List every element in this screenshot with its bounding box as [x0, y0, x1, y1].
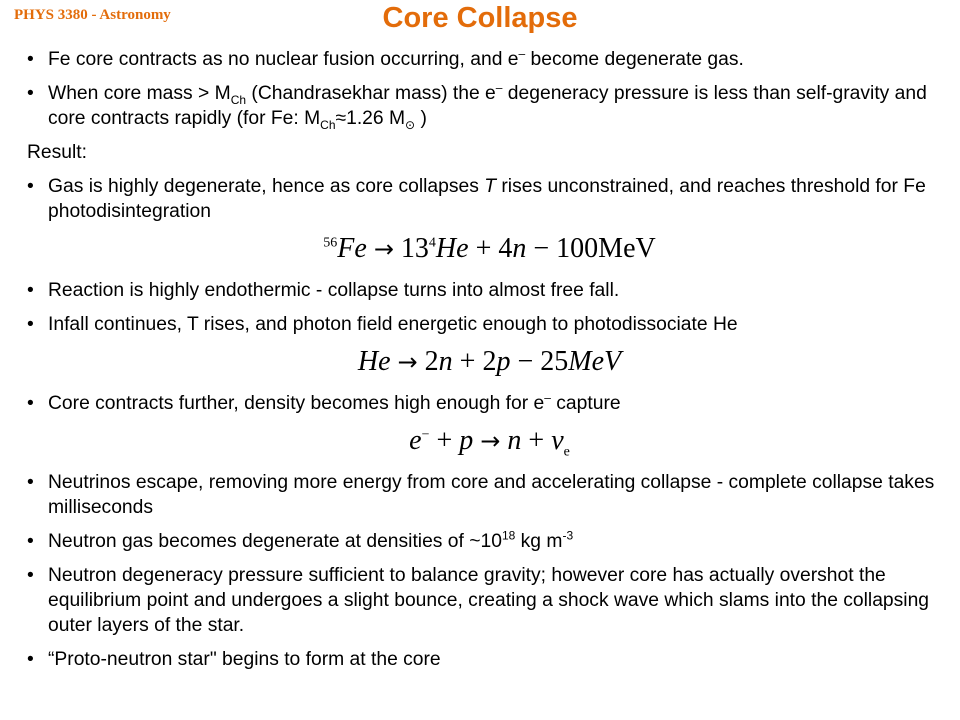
result-label: Result: — [27, 142, 88, 163]
mev-unit: MeV — [568, 346, 622, 377]
bullet-text: Reaction is highly endothermic - collapse turns into almost free fall. — [48, 280, 620, 301]
text-b: (Chandrasekhar mass) the e — [246, 83, 496, 104]
exponent-minus-3: -3 — [562, 528, 574, 543]
bullet-fe-core — [27, 47, 952, 72]
arrow-icon: → — [397, 348, 418, 376]
energy-term: − 100MeV — [526, 233, 656, 264]
sub-ch-2: Ch — [320, 117, 336, 132]
slide-body — [27, 47, 952, 681]
bullet-degenerate — [27, 174, 952, 224]
fe-mass-number: 56 — [323, 235, 338, 251]
arrow-icon: → — [480, 427, 501, 455]
he-symbol: He — [357, 346, 391, 377]
proton-symbol: p — [496, 346, 511, 377]
equation-he-photodissociation — [27, 346, 952, 378]
he-mass-number: 4 — [428, 235, 436, 251]
text-a: Neutron gas becomes degenerate at densities of ~10 — [48, 531, 502, 552]
bullet-text: Core contracts further, density becomes high enough for e — [48, 393, 545, 414]
text-e: ) — [415, 108, 427, 129]
text-d: ≈1.26 M — [335, 108, 406, 129]
text-b: rises unconstrained, and reaches threshold for Fe photodisintegration — [48, 176, 926, 222]
bullet-text: Infall continues, T rises, and photon field energetic enough to photodissociate He — [48, 314, 738, 335]
text-a: When core mass > M — [48, 83, 231, 104]
coefficient: 13 — [400, 233, 429, 264]
eq-text: + — [521, 425, 552, 456]
electron-charge: − — [421, 427, 430, 443]
bullet-infall — [27, 312, 952, 337]
bullet-text-tail: capture — [550, 393, 621, 414]
temperature-symbol: T — [484, 176, 497, 197]
bullet-proto-neutron-star — [27, 647, 952, 672]
exponent-18: 18 — [501, 528, 516, 543]
eq-text: + 2 — [452, 346, 497, 377]
bullet-electron-capture — [27, 391, 952, 416]
bullet-neutron-gas — [27, 529, 952, 554]
bullet-text-tail: become degenerate gas. — [525, 49, 744, 70]
text-c: degeneracy pressure is less than self-gravity and core contracts rapidly (for Fe: M — [48, 83, 927, 129]
text-b: kg m — [515, 531, 563, 552]
electron-sup: – — [518, 46, 526, 61]
sun-symbol: ⊙ — [405, 117, 416, 132]
arrow-icon: → — [373, 235, 394, 263]
sub-ch: Ch — [230, 92, 247, 107]
page-title: Core Collapse — [382, 2, 578, 34]
eq-text: 2 — [424, 346, 439, 377]
bullet-neutrinos — [27, 470, 952, 520]
eq-text: + 4 — [468, 233, 513, 264]
electron-sup: – — [544, 390, 551, 405]
proton-symbol: p — [459, 425, 474, 456]
neutron-symbol: n — [507, 425, 522, 456]
equation-electron-capture — [27, 425, 952, 460]
eq-text: − 25 — [510, 346, 569, 377]
bullet-endothermic — [27, 278, 952, 303]
bullet-chandrasekhar — [27, 81, 952, 131]
neutrino-flavor: e — [563, 444, 570, 460]
bullet-neutron-degeneracy — [27, 563, 952, 638]
eq-text: + — [429, 425, 460, 456]
course-label: PHYS 3380 - Astronomy — [14, 7, 171, 23]
neutron-symbol: n — [512, 233, 527, 264]
bullet-text: Neutron degeneracy pressure sufficient to balance gravity; however core has actually overshot the equilibrium point and undergoes a slight bounce, creating a shock wave which slams into the collapsing outer layers of the star. — [48, 565, 930, 636]
equation-fe-photodisintegration — [27, 233, 952, 265]
electron-symbol: e — [409, 425, 422, 456]
fe-symbol: Fe — [337, 233, 367, 264]
electron-sup: – — [495, 80, 503, 95]
text-a: Gas is highly degenerate, hence as core collapses — [48, 176, 485, 197]
he-symbol: He — [435, 233, 469, 264]
bullet-text: Fe core contracts as no nuclear fusion occurring, and e — [48, 49, 519, 70]
neutron-symbol: n — [438, 346, 453, 377]
neutrino-symbol: ν — [551, 425, 564, 456]
bullet-text: Neutrinos escape, removing more energy from core and accelerating collapse - complete collapse takes milliseconds — [48, 472, 935, 518]
bullet-text: “Proto-neutron star" begins to form at the core — [48, 649, 441, 670]
